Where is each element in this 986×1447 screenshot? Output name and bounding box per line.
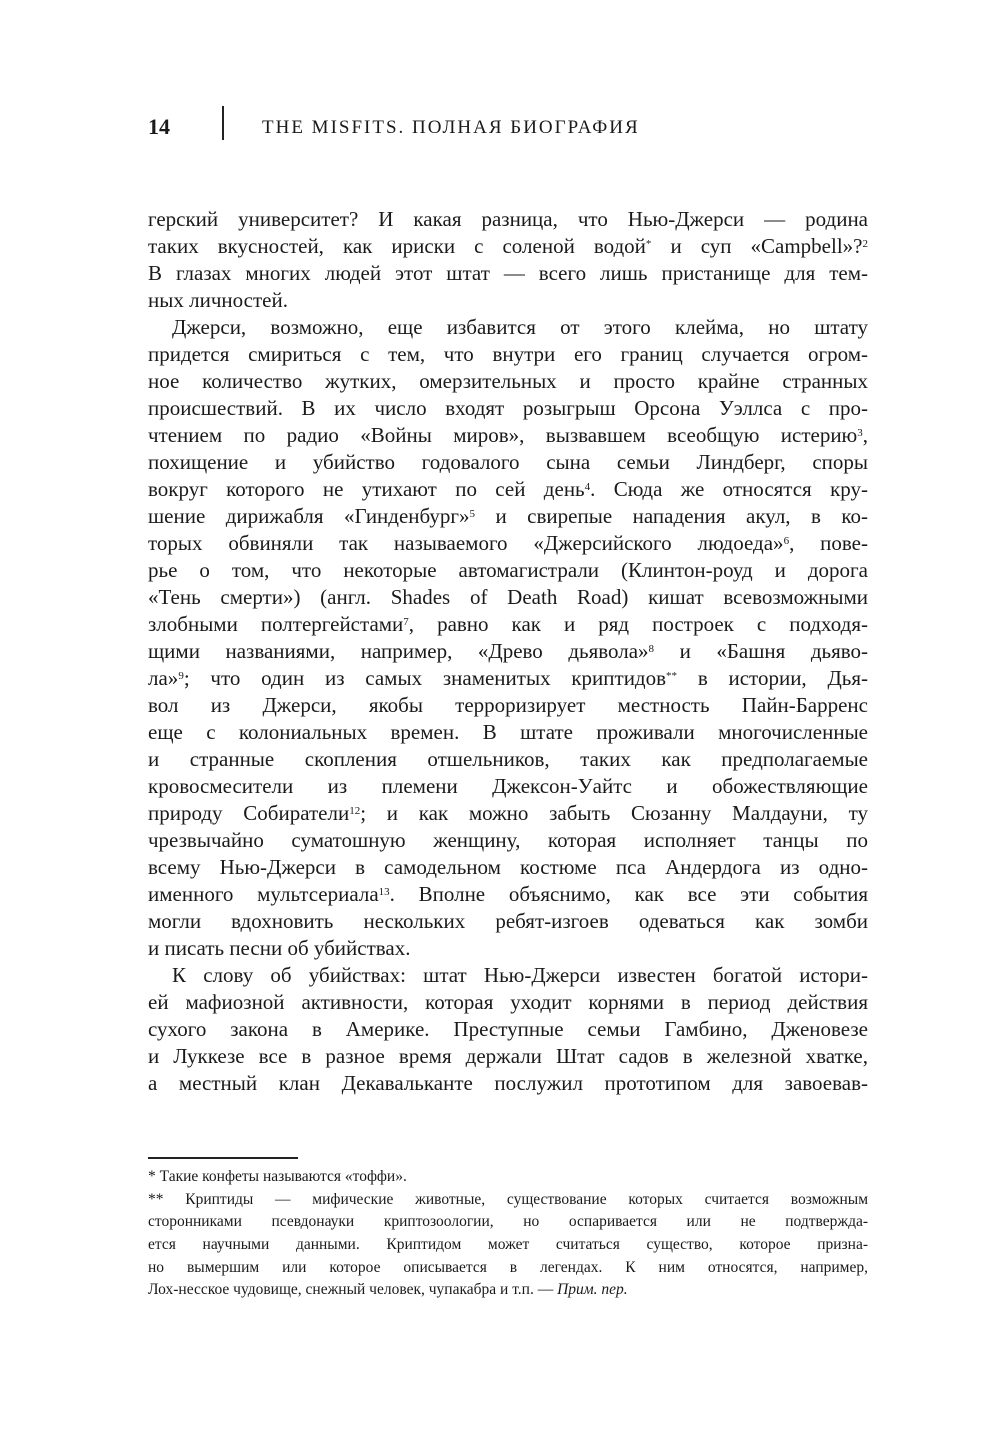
running-title: THE MISFITS. ПОЛНАЯ БИОГРАФИЯ [262,117,640,138]
text-line [148,719,868,746]
text-line [148,881,868,908]
text-segment: щими названиями, например, «Древо дьявола» [148,639,649,663]
text-segment: злобными полтергейстами [148,612,404,636]
page-number: 14 [148,114,170,139]
text-segment: всему Нью-Джерси в самодельном костюме пса Андердога из одно- [148,855,868,879]
text-segment: и «Башня дьяво- [654,639,869,663]
text-line [148,422,868,449]
text-line [148,584,868,611]
text-segment: шение дирижабля «Гинденбург» [148,504,470,528]
footnote-line [148,1189,868,1212]
text-segment: а местный клан Декавальканте послужил прототипом для завоевав- [148,1071,868,1095]
text-segment: но вымершим или которое описывается в легендах. К ним относятся, например, [148,1258,868,1276]
text-line [148,557,868,584]
text-segment: Джерси, возможно, еще избавится от этого клейма, но штату [172,315,868,339]
text-segment: чрезвычайно суматошную женщину, которая исполняет танцы по [148,828,868,852]
text-segment: придется смириться с тем, что внутри его границ случается огром- [148,342,868,366]
text-segment: , пове- [789,531,868,555]
footnote-marker: 4 [584,480,591,493]
text-segment: в истории, Дья- [677,666,869,690]
text-line [148,827,868,854]
text-segment: К слову об убийствах: штат Нью-Джерси известен богатой истори- [172,963,868,987]
text-segment: и свирепые нападения акул, в ко- [475,504,869,528]
text-segment: , [862,423,868,447]
footnote-line [148,1257,868,1280]
text-segment: сторонниками псевдонауки криптозоологии, но оспаривается или не подтвержда- [148,1213,868,1231]
footnote-marker: 7 [403,615,409,628]
footnote-marker: 6 [783,534,790,547]
text-line [148,341,868,368]
text-segment: кровосмесители из племени Джексон-Уайтс и обожествляющие [148,774,868,798]
text-line [148,287,868,314]
text-line [148,206,868,233]
text-segment: , равно как и ряд построек с подходя- [408,612,868,636]
footnote-marker: 12 [349,804,361,817]
text-line [148,1016,868,1043]
text-line [148,854,868,881]
text-segment: именного мультсериала [148,882,379,906]
text-line [148,449,868,476]
header-divider [222,106,224,140]
text-segment: герский университет? И какая разница, что Нью-Джерси — родина [148,207,868,231]
text-line [148,503,868,530]
text-line [148,665,868,692]
text-line [148,800,868,827]
footnote-line [148,1166,868,1189]
text-segment: ла» [148,666,179,690]
text-segment: происшествий. В их число входят розыгрыш Орсона Уэллса с про- [148,396,868,420]
text-line [148,692,868,719]
text-segment: рье о том, что некоторые автомагистрали (Клинтон-роуд и дорога [148,558,868,582]
text-segment: таких вкусностей, как ириски с соленой водой [148,234,646,258]
text-segment: ется научными данными. Криптидом может считаться существо, которое призна- [148,1236,868,1254]
footnote-marker: * [645,237,652,250]
text-segment: ей мафиозной активности, которая уходит корнями в период действия [148,990,868,1014]
text-line [148,611,868,638]
footnotes [148,1166,868,1302]
footnote-marker: 2 [862,237,868,250]
footnote-line [148,1279,868,1302]
text-segment: В глазах многих людей этот штат — всего лишь пристанище для тем- [148,261,868,285]
text-segment: похищение и убийство годовалого сына семьи Линдберг, споры [148,450,868,474]
text-segment: Лох-несское чудовище, снежный человек, чупакабра и т.п. — [148,1281,558,1299]
text-line [148,935,868,962]
footnote-rule [148,1157,298,1159]
text-segment: природу Собиратели [148,801,350,825]
text-segment: сухого закона в Америке. Преступные семьи Гамбино, Дженовезе [148,1017,868,1041]
text-segment: и суп «Campbell»? [651,234,863,258]
footnote-marker: 3 [857,426,863,439]
text-segment: ное количество жутких, омерзительных и просто крайне странных [148,369,868,393]
footnote-marker: ** [666,669,678,682]
footnote-marker: 13 [378,885,390,898]
text-segment: ; и как можно забыть Сюзанну Малдауни, ту [360,801,869,825]
text-line [148,368,868,395]
text-line [148,476,868,503]
text-segment: «Тень смерти») (англ. Shades of Death Road) кишат всевозможными [148,585,868,609]
text-segment: . Сюда же относятся кру- [590,477,868,501]
text-line [148,989,868,1016]
footnote-line [148,1211,868,1234]
text-line [148,260,868,287]
text-segment: и странные скопления отшельников, таких как предполагаемые [148,747,868,771]
text-line [148,1043,868,1070]
main-text [148,206,868,1097]
text-segment: и Луккезе все в разное время держали Штат садов в железной хватке, [148,1044,868,1068]
text-segment: могли вдохновить нескольких ребят-изгоев одеваться как зомби [148,909,868,933]
text-line [148,773,868,800]
text-segment: и писать песни об убийствах. [148,936,411,960]
footnote-marker: 8 [648,642,655,655]
text-segment: еще с колониальных времен. В штате проживали многочисленные [148,720,868,744]
text-segment: торых обвиняли так называемого «Джерсийского людоеда» [148,531,784,555]
text-segment: ; что один из самых знаменитых криптидов [183,666,667,690]
text-line [148,530,868,557]
text-line [148,395,868,422]
text-line [148,638,868,665]
text-line [148,314,868,341]
text-segment: ** Криптиды — мифические животные, существование которых считается возможным [148,1190,868,1208]
text-segment: вол из Джерси, якобы терроризирует местность Пайн-Барренс [148,693,868,717]
text-segment: чтением по радио «Войны миров», вызвавшем всеобщую истерию [148,423,858,447]
footnote-marker: 5 [469,507,476,520]
text-segment: * Такие конфеты называются «тоффи». [148,1168,407,1185]
text-line [148,746,868,773]
text-segment: ных личностей. [148,288,288,312]
footnote-line [148,1234,868,1257]
text-segment: вокруг которого не утихают по сей день [148,477,585,501]
text-line [148,962,868,989]
text-line [148,908,868,935]
text-line [148,233,868,260]
footnote-marker: 9 [178,669,184,682]
text-line [148,1070,868,1097]
italic-text: Прим. пер. [557,1281,628,1299]
text-segment: . Вполне объяснимо, как все эти события [389,882,868,906]
